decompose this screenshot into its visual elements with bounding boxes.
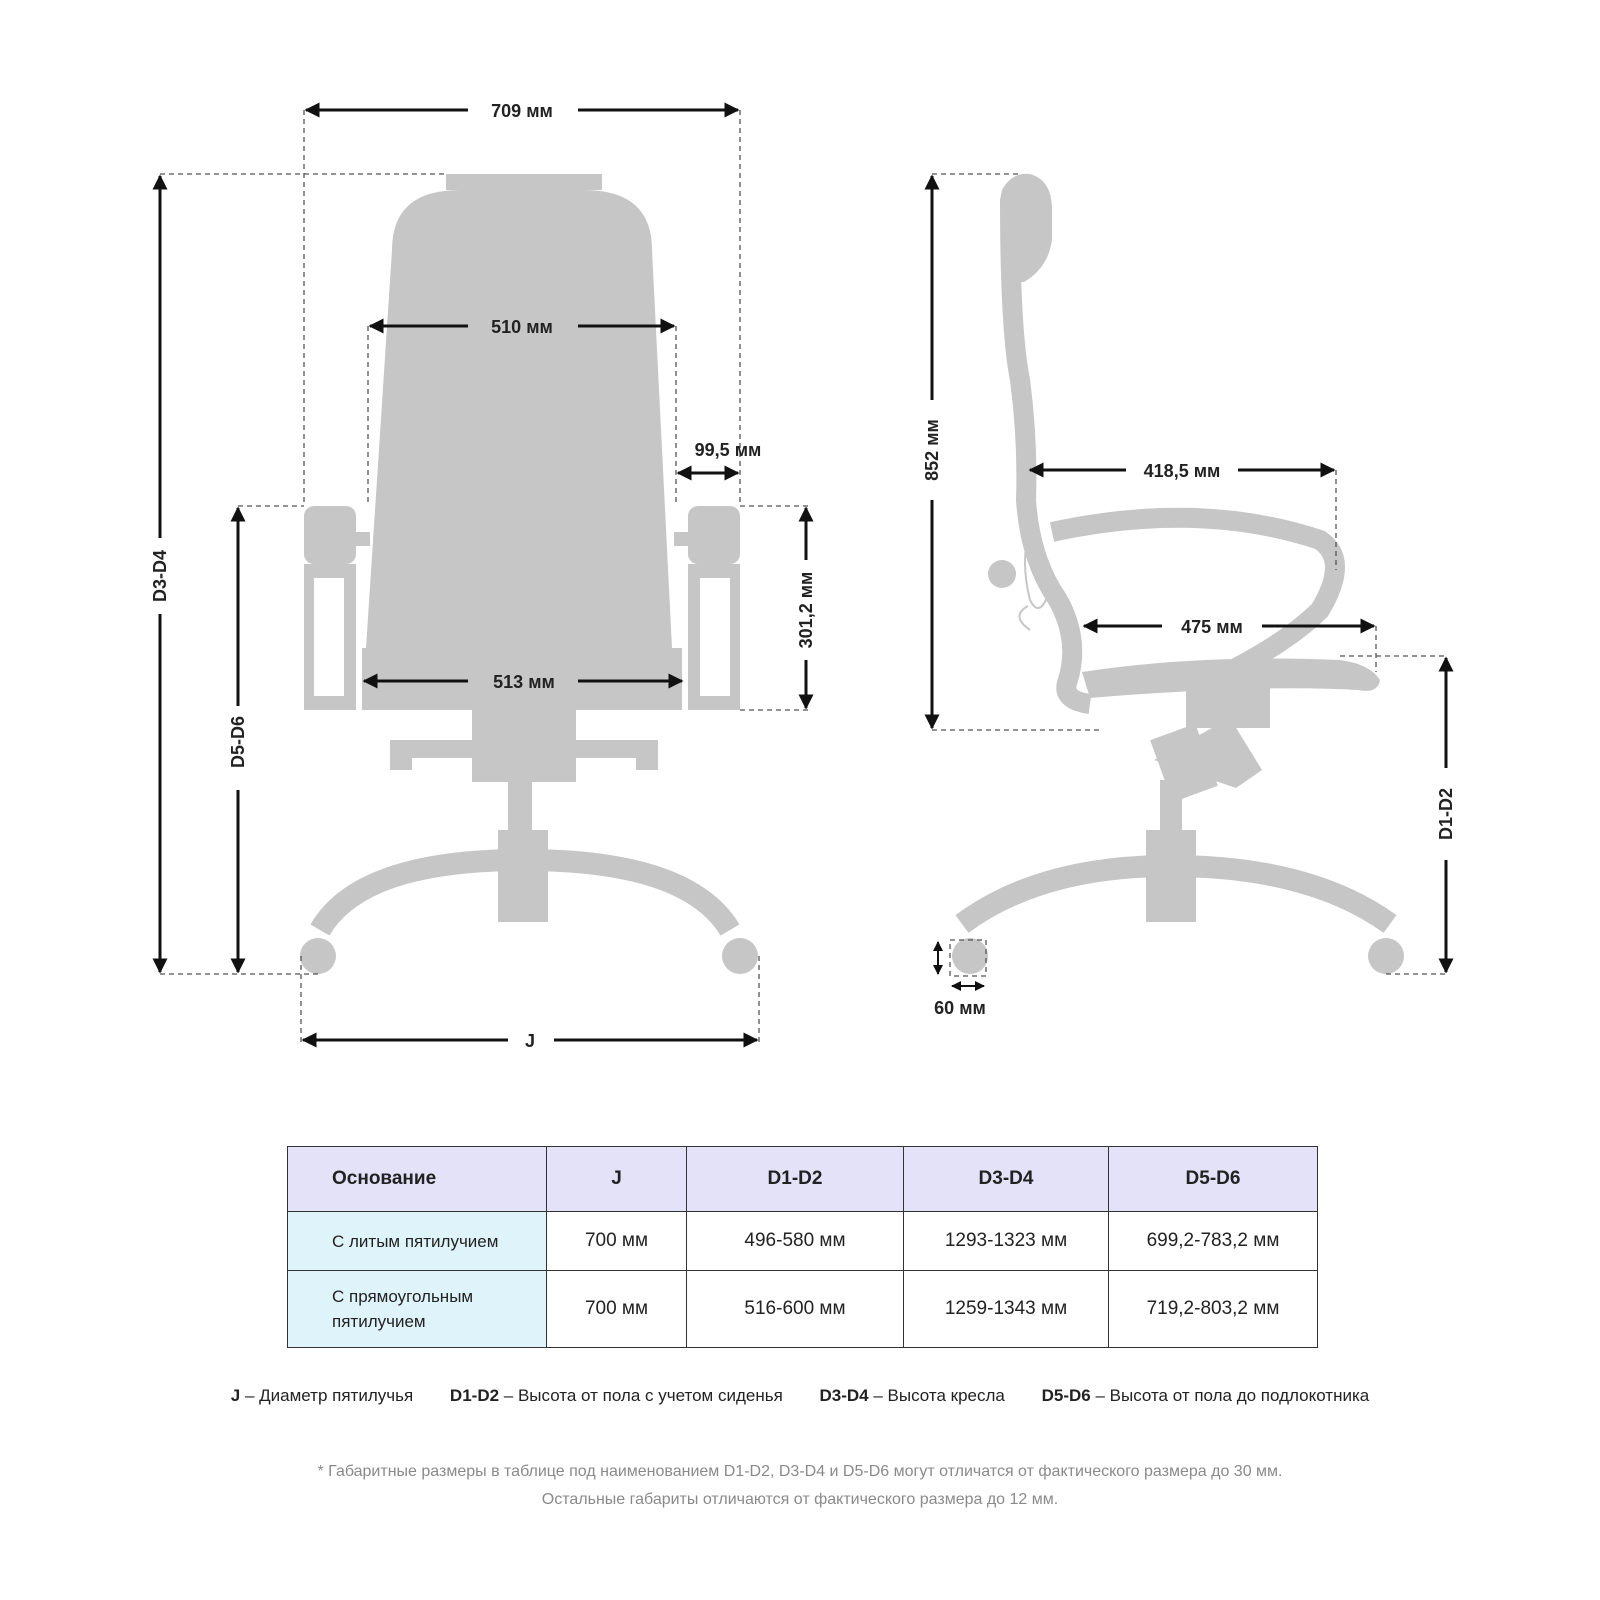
dim-back-height: 852 мм — [922, 419, 942, 481]
dimensions-table — [287, 1146, 1318, 1348]
dim-back-width: 510 мм — [491, 317, 553, 337]
table-cell: 699,2-783,2 мм — [1109, 1212, 1318, 1271]
column-header-d5-d6: D5-D6 — [1109, 1147, 1318, 1212]
table-cell: 1293-1323 мм — [904, 1212, 1109, 1271]
legend-item-d5-d6: D5-D6 – Высота от пола до подлокотника — [1041, 1386, 1370, 1405]
table-cell: 700 мм — [547, 1212, 687, 1271]
dim-armrest-width: 99,5 мм — [694, 440, 762, 460]
table-cell: 719,2-803,2 мм — [1109, 1271, 1318, 1348]
legend-item-d3-d4: D3-D4 – Высота кресла — [819, 1386, 1005, 1405]
table-cell: 1259-1343 мм — [904, 1271, 1109, 1348]
legend-item-j: J – Диаметр пятилучья — [230, 1386, 414, 1405]
dim-armrest-floor: D5-D6 — [228, 715, 248, 769]
table-row — [288, 1271, 1318, 1348]
row-label: С прямоугольным пятилучием — [288, 1271, 547, 1348]
footnote — [0, 1458, 1600, 1514]
dim-seat-floor: D1-D2 — [1436, 787, 1456, 841]
dim-armrest-height: 301,2 мм — [796, 571, 816, 649]
column-header-j: J — [547, 1147, 687, 1212]
legend — [0, 1386, 1600, 1406]
chair-side-view — [952, 174, 1404, 974]
table-row — [288, 1212, 1318, 1271]
table-header-row — [288, 1147, 1318, 1212]
legend-item-d1-d2: D1-D2 – Высота от пола с учетом сиденья — [449, 1386, 783, 1405]
footnote-line-2: Остальные габариты отличаются от фактического размера до 12 мм. — [541, 1491, 1059, 1508]
dim-caster: 60 мм — [934, 998, 986, 1018]
column-header-d1-d2: D1-D2 — [687, 1147, 904, 1212]
table-cell: 700 мм — [547, 1271, 687, 1348]
row-label: С литым пятилучием — [288, 1212, 547, 1271]
column-header-d3-d4: D3-D4 — [904, 1147, 1109, 1212]
dim-seat-depth: 475 мм — [1181, 617, 1243, 637]
dim-seat-width: 513 мм — [493, 672, 555, 692]
dim-seat-depth-top: 418,5 мм — [1143, 461, 1221, 481]
dim-base-diameter: J — [524, 1031, 536, 1051]
footnote-line-1: * Габаритные размеры в таблице под наименованием D1-D2, D3-D4 и D5-D6 могут отличатся от фактического размера до 30 мм. — [317, 1463, 1283, 1480]
dim-chair-height: D3-D4 — [150, 549, 170, 603]
table-cell: 496-580 мм — [687, 1212, 904, 1271]
dim-total-width: 709 мм — [491, 101, 553, 121]
column-header-base: Основание — [288, 1147, 547, 1212]
table-cell: 516-600 мм — [687, 1271, 904, 1348]
chair-front-view — [300, 174, 758, 974]
